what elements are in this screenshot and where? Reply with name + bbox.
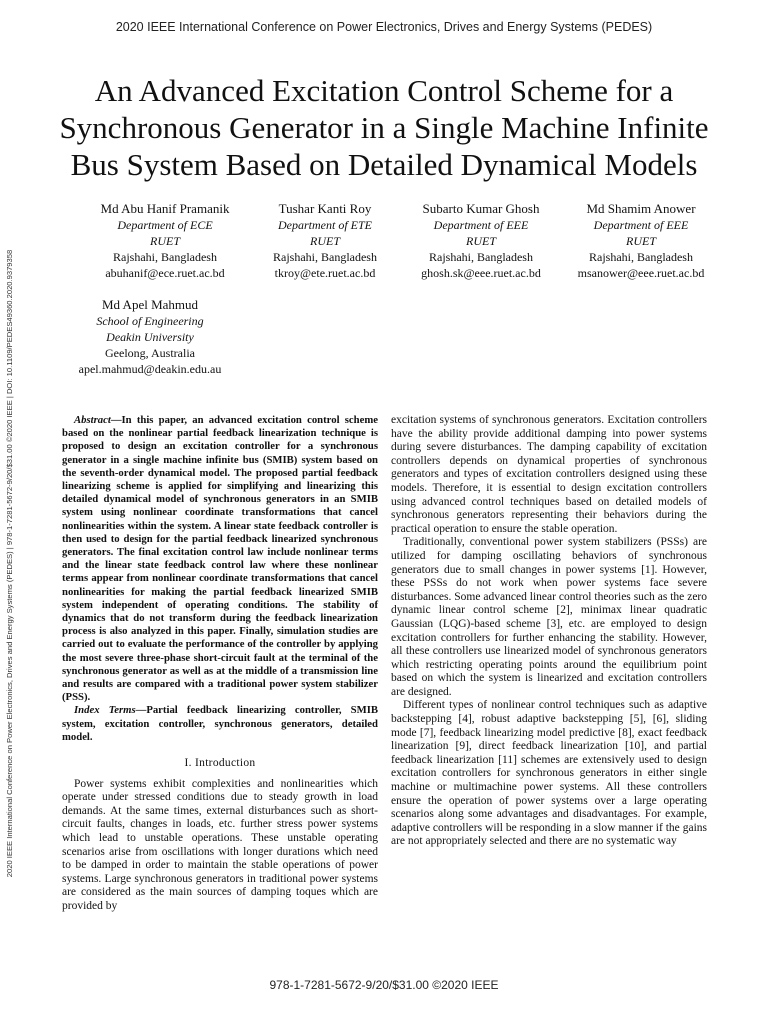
author-institution: RUET [466,234,496,248]
author-location: Rajshahi, Bangladesh [113,250,217,264]
right-column [391,414,707,849]
author-name: Md Apel Mahmud [101,297,199,312]
author-name: Md Abu Hanif Pramanik [100,201,230,216]
author-block [80,201,250,281]
author-block [396,201,566,281]
author-email: abuhanif@ece.ruet.ac.bd [105,266,225,280]
author-location: Rajshahi, Bangladesh [589,250,693,264]
author-name: Tushar Kanti Roy [278,201,372,216]
author-institution: Deakin University [106,330,194,344]
abstract [62,414,378,704]
page-footer: 978-1-7281-5672-9/20/$31.00 ©2020 IEEE [269,978,499,992]
body-paragraph: Different types of nonlinear control techniques such as adaptive backstepping [4], robust adaptive backstepping [5], [6], sliding mode [7], feedback linearizing model predictive [8], exact feedback linearization [9], direct feedback linearization [10], and partial feedback linearization [11] schemes are extensively used to design excitation controllers for synchronous generators in either single machine or multimachine power systems. All these controllers ensure the operation of power systems over a large operating scenarios along some advantages and disadvantages. For example, adaptive controllers will be responding in a slow manner if the gains are not appropriately selected and there are no systematic way [391,699,707,848]
body-paragraph: Traditionally, conventional power system stabilizers (PSSs) are utilized for damping oscillating behaviors of synchronous generators due to small changes in power systems [1]. However, these PSSs do not work when power systems face severe disturbances. Some advanced linear control theories such as the zero dynamic linear control scheme [2], minimax linear quadratic Gaussian (LQG)-based scheme [3], etc. are employed to design excitation controllers for further enhancing the stability. However, all these controllers use linearized model of synchronous generators which restricting operating points around the equilibrium point based on which the system is linearized and excitation controllers are designed. [391,536,707,698]
index-terms [62,704,378,744]
author-institution: RUET [626,234,656,248]
index-terms-text: —Partial feedback linearizing controller, SMIB system, excitation controller, synchronous generators, detailed model. [62,704,378,743]
body-paragraph: excitation systems of synchronous generators. Excitation controllers have the ability provide additional damping into power systems during severe disturbances. The damping capability of excitation controllers depends on dynamical properties of synchronous generators and types of excitation controllers designed using these models. Therefore, it is essential to design excitation controllers using advanced control techniques based on detailed models of synchronous generators representing their behaviors during the practical operation to ensure the stable operation. [391,414,707,535]
body-paragraph: Power systems exhibit complexities and nonlinearities which operate under stressed conditions due to steady growth in load demands. At the same times, external disturbances such as short-circuit faults, changes in loads, etc. further stress power systems which lead to unstable operations. These unstable operating scenarios arise from oscillations with longer durations which need to be damped in order to maintain the stable operations of power systems. Large synchronous generators in traditional power systems are considered as the main sources of damping toques which are provided by [62,777,378,913]
author-location: Rajshahi, Bangladesh [273,250,377,264]
paper-title [40,72,728,183]
side-margin-strip [0,178,20,948]
abstract-label: Abstract [74,414,111,426]
title-line: Bus System Based on Detailed Dynamical Models [70,147,698,182]
title-line: An Advanced Excitation Control Scheme for a [94,73,674,108]
author-location: Rajshahi, Bangladesh [429,250,533,264]
section-heading: I. Introduction [184,757,256,770]
author-institution: RUET [310,234,340,248]
author-block [566,201,716,281]
author-name: Md Shamim Anower [586,201,696,216]
index-terms-label: Index Terms [74,704,136,717]
author-department: School of Engineering [96,314,204,328]
author-email: tkroy@ete.ruet.ac.bd [274,266,376,280]
author-institution: RUET [150,234,180,248]
side-margin-text: 2020 IEEE International Conference on Power Electronics, Drives and Energy Systems (PEDES) | 978-1-7281-5672-9/20/$31.00 ©2020 IEEE | DOI: 10.1109/PEDES49360.2020.9379358 [5,249,15,877]
author-name: Subarto Kumar Ghosh [422,201,540,216]
author-department: Department of EEE [593,218,689,232]
author-department: Department of EEE [433,218,529,232]
author-email: ghosh.sk@eee.ruet.ac.bd [421,266,541,280]
author-email: msanower@eee.ruet.ac.bd [577,266,705,280]
author-block [60,297,240,377]
author-email: apel.mahmud@deakin.edu.au [78,362,222,376]
author-block [254,201,396,281]
author-location: Geelong, Australia [105,346,195,360]
author-department: Department of ETE [278,218,372,232]
abstract-text: —In this paper, an advanced excitation control scheme based on the nonlinear partial feedback linearization technique is proposed to design an excitation controller for a synchronous generator in a single machine infinite bus (SMIB) system based on the seventh-order dynamical model. The proposed partial feedback linearizing scheme is applied for simplifying and linearizing this detailed dynamical model of synchronous generators in an SMIB system using nonlinear coordinate transformations that cancel nonlinearities within the system. A linear state feedback controller is then used to design for the partial feedback linearized synchronous generators. The final excitation control law include nonlinear terms and the linear state feedback control law where these nonlinear terms appear from nonlinear coordinate transformations that cancel nonlinearities for making the partial feedback linearized SMIB system independent of operating conditions. The stability of dynamics that do not transform during the feedback linearization process is also analyzed in this paper. Finally, simulation studies are carried out to evaluate the performance of the controller by applying the most severe three-phase short-circuit fault at the terminal of the synchronous generator as well as at the middle of a transmission line and results are compared with a traditional power system stabilizer (PSS). [62,414,378,704]
conference-header: 2020 IEEE International Conference on Power Electronics, Drives and Energy Systems (PEDES) [115,20,653,34]
title-line: Synchronous Generator in a Single Machine Infinite [59,110,709,145]
author-department: Department of ECE [117,218,213,232]
left-column [62,414,378,914]
